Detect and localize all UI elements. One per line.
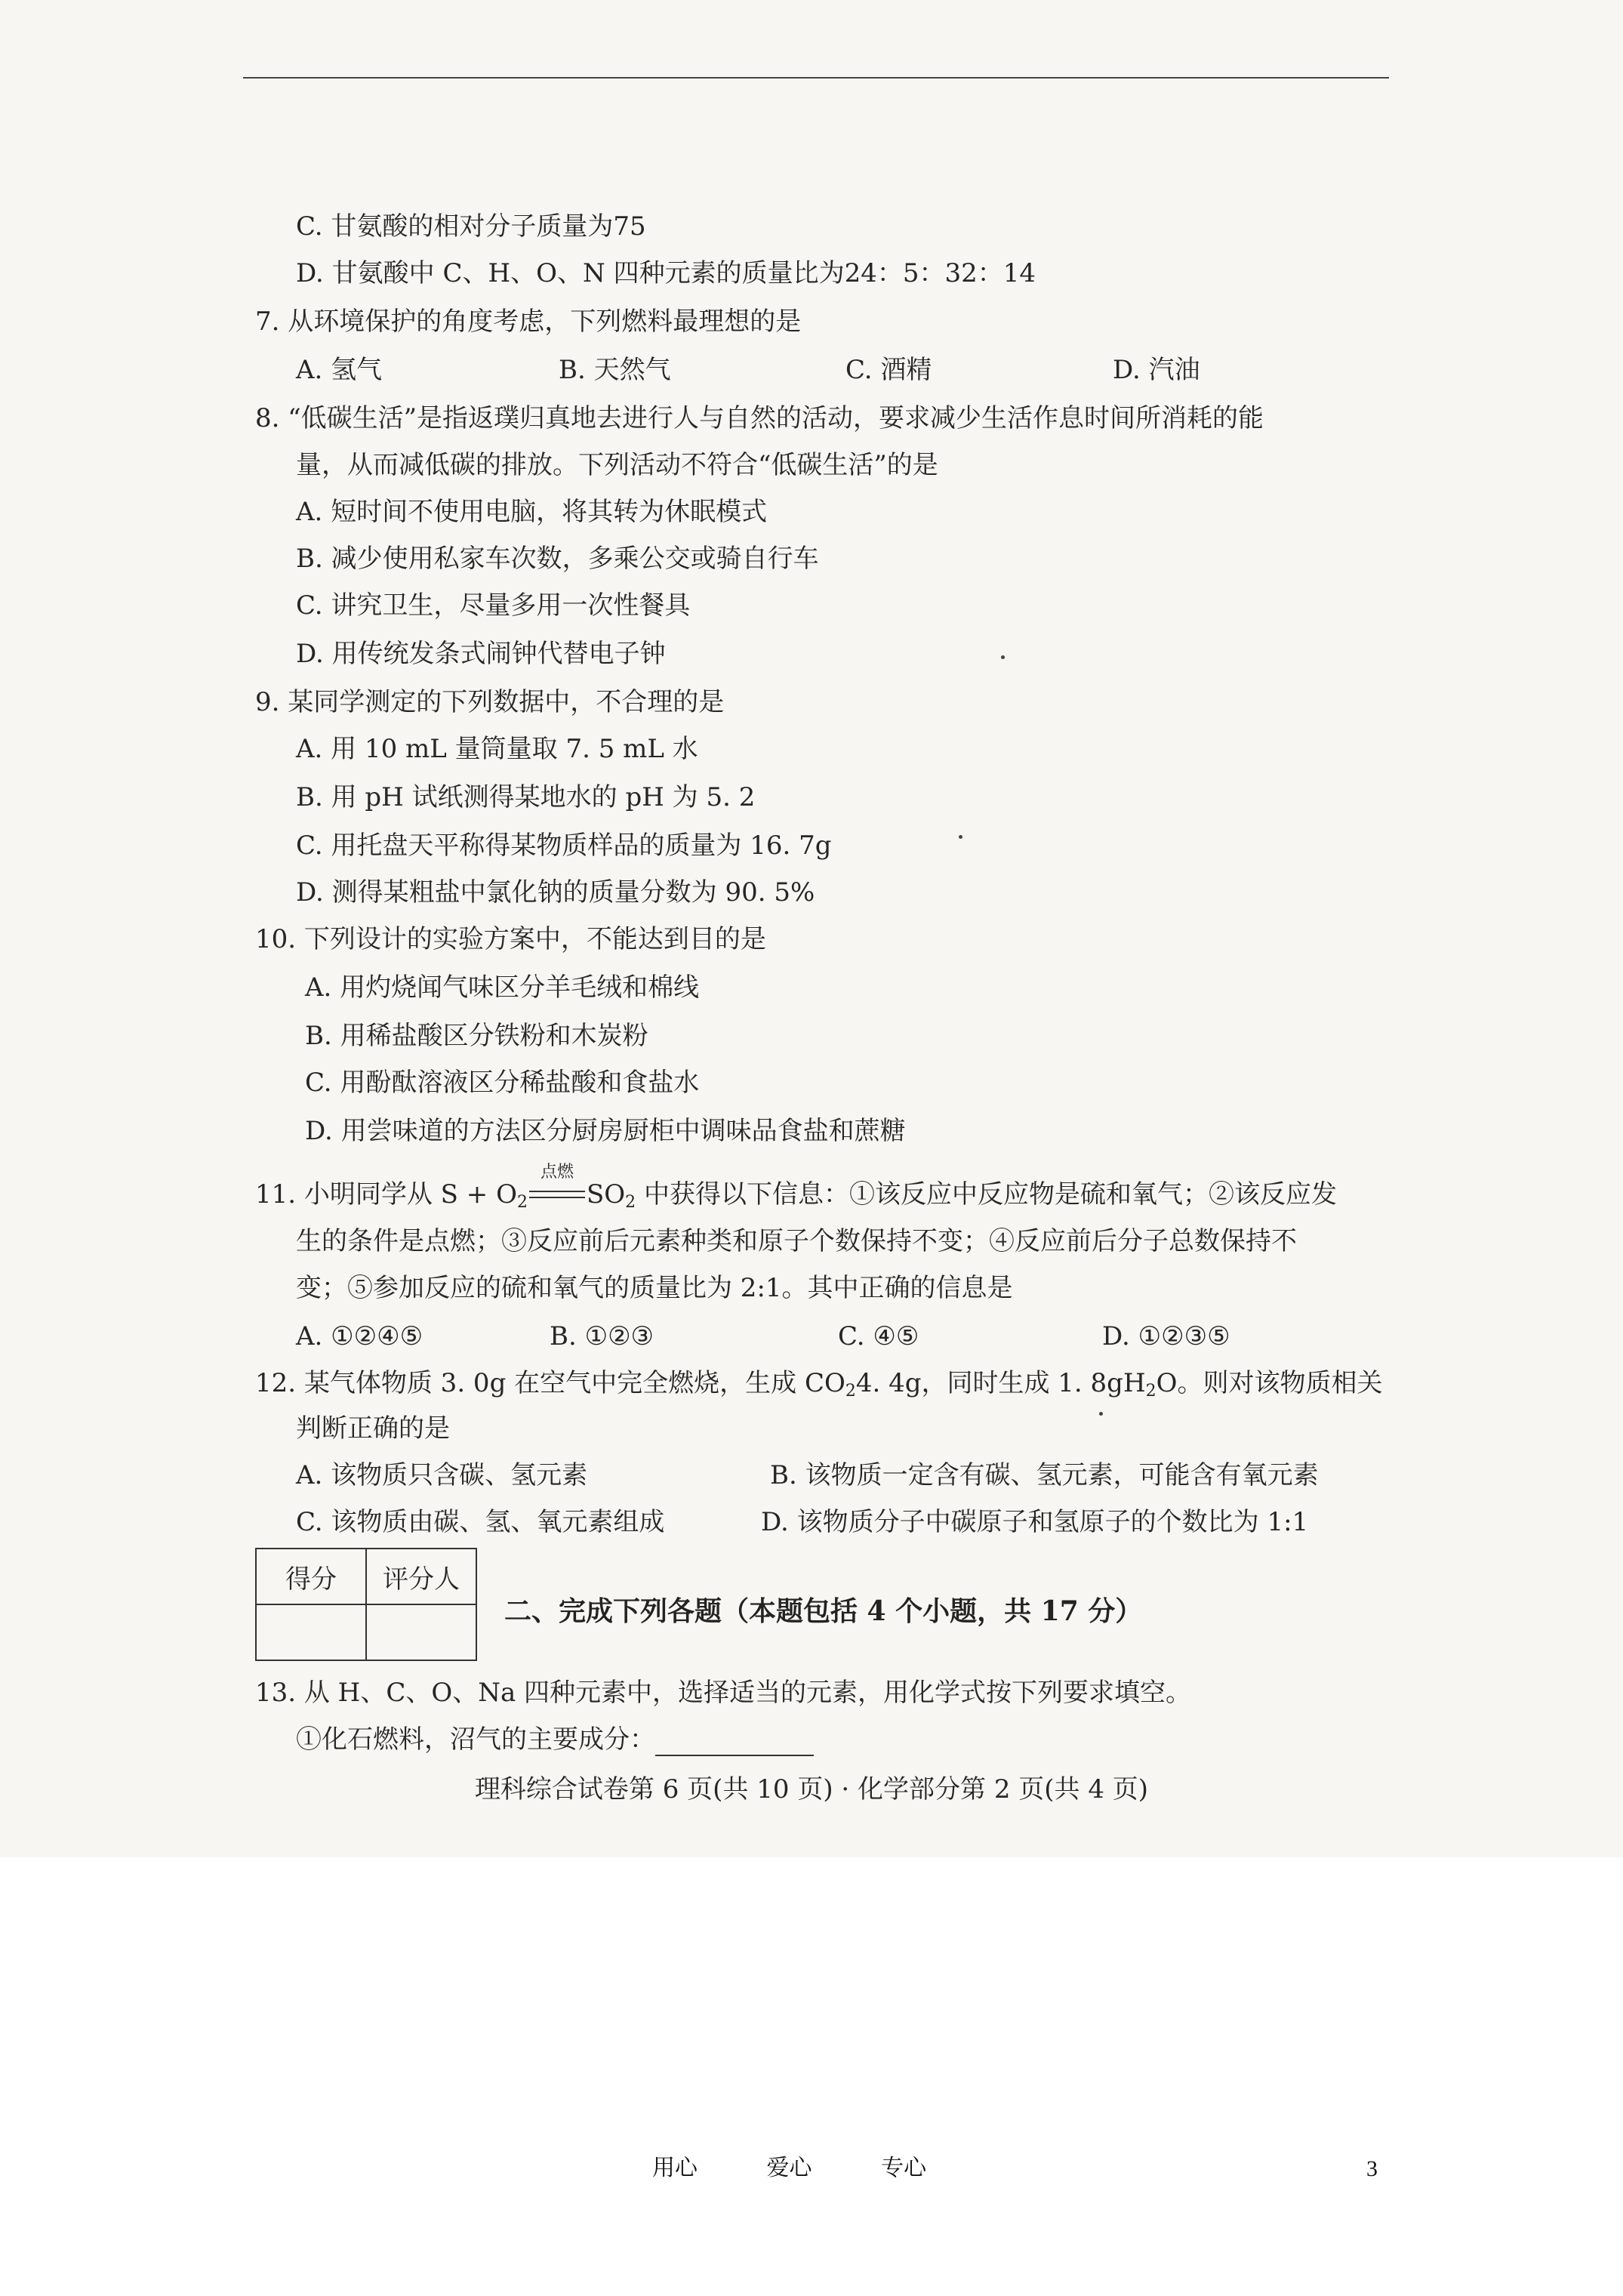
scan-speck (1001, 655, 1005, 659)
q8-option-d: D. 用传统发条式闹钟代替电子钟 (296, 639, 666, 669)
q11-stem-line3: 变；⑤参加反应的硫和氧气的质量比为 2:1。其中正确的信息是 (296, 1273, 1013, 1303)
q11-o2-subscript: 2 (516, 1193, 528, 1212)
q7-option-d: D. 汽油 (1113, 355, 1200, 385)
bottom-motto (652, 2153, 988, 2184)
q9-option-b: B. 用 pH 试纸测得某地水的 pH 为 5. 2 (296, 782, 756, 812)
score-cell (256, 1604, 366, 1660)
motto-word: 用心 (652, 2155, 698, 2181)
q11-stem-line2: 生的条件是点燃；③反应前后元素种类和原子个数保持不变；④反应前后分子总数保持不 (296, 1226, 1297, 1256)
score-table (255, 1548, 477, 1661)
q6-option-d: D. 甘氨酸中 C、H、O、N 四种元素的质量比为24：5：32：14 (296, 258, 1036, 288)
header-rule (243, 77, 1389, 79)
q10-option-a: A. 用灼烧闻气味区分羊毛绒和棉线 (305, 972, 700, 1003)
q11-option-d: D. ①②③⑤ (1102, 1321, 1230, 1351)
q12-option-a: A. 该物质只含碳、氢元素 (296, 1460, 588, 1490)
q11-stem-prefix: 11. 小明同学从 S + O (255, 1179, 517, 1210)
q13-item-1 (296, 1723, 814, 1756)
q12-option-d: D. 该物质分子中碳原子和氢原子的个数比为 1:1 (761, 1507, 1309, 1537)
q7-option-a: A. 氢气 (296, 355, 383, 385)
grader-label: 评分人 (366, 1549, 476, 1604)
q9-option-a: A. 用 10 mL 量筒量取 7. 5 mL 水 (296, 734, 698, 764)
q8-option-a: A. 短时间不使用电脑，将其转为休眠模式 (296, 497, 768, 527)
q7-option-b: B. 天然气 (559, 355, 671, 385)
page-footer: 理科综合试卷第 6 页(共 10 页) · 化学部分第 2 页(共 4 页) (474, 1774, 1149, 1804)
q9-option-c: C. 用托盘天平称得某物质样品的质量为 16. 7g (296, 831, 832, 861)
q7-stem: 7. 从环境保护的角度考虑，下列燃料最理想的是 (255, 307, 802, 337)
q12-option-c: C. 该物质由碳、氢、氧元素组成 (296, 1507, 665, 1537)
q12-stem-line1 (255, 1367, 1382, 1400)
scan-speck (1099, 1412, 1103, 1416)
q12-stem-part3: O。则对该物质相关 (1156, 1368, 1383, 1398)
q11-option-b: B. ①②③ (550, 1321, 654, 1351)
q13-item-1-text: ①化石燃料，沼气的主要成分： (296, 1724, 655, 1755)
q13-stem: 13. 从 H、C、O、Na 四种元素中，选择适当的元素，用化学式按下列要求填空。 (255, 1678, 1192, 1708)
q12-stem-part2: 4. 4g，同时生成 1. 8gH (855, 1368, 1146, 1398)
q9-stem: 9. 某同学测定的下列数据中，不合理的是 (255, 687, 725, 717)
q10-option-b: B. 用稀盐酸区分铁粉和木炭粉 (305, 1021, 648, 1051)
motto-word: 专心 (881, 2155, 927, 2181)
section-title: 二、完成下列各题（本题包括 4 个小题，共 17 分） (504, 1595, 1143, 1627)
page-number: 3 (1366, 2156, 1378, 2181)
q8-stem-line1: 8. “低碳生活”是指返璞归真地去进行人与自然的活动，要求减少生活作息时间所消耗的能 (255, 403, 1264, 433)
q11-stem-line1 (255, 1163, 1337, 1212)
q11-stem-suffix: 中获得以下信息：①该反应中反应物是硫和氧气；②该反应发 (636, 1179, 1337, 1210)
scan-speck (959, 835, 962, 839)
q7-option-c: C. 酒精 (845, 355, 932, 385)
q12-stem-line2: 判断正确的是 (296, 1413, 450, 1444)
q11-product: SO (586, 1179, 626, 1210)
q11-option-c: C. ④⑤ (838, 1321, 919, 1351)
q9-option-d: D. 测得某粗盐中氯化钠的质量分数为 90. 5% (296, 877, 815, 908)
q8-option-b: B. 减少使用私家车次数，多乘公交或骑自行车 (296, 544, 819, 574)
q11-option-a: A. ①②④⑤ (296, 1321, 423, 1351)
answer-blank[interactable] (655, 1732, 814, 1756)
motto-word: 爱心 (766, 2155, 812, 2181)
q8-stem-line2: 量，从而减低碳的排放。下列活动不符合“低碳生活”的是 (296, 450, 938, 480)
q12-h2o-subscript: 2 (1145, 1382, 1156, 1401)
q10-option-c: C. 用酚酞溶液区分稀盐酸和食盐水 (305, 1068, 700, 1098)
q11-product-subscript: 2 (625, 1193, 636, 1212)
grader-cell (366, 1604, 476, 1660)
reaction-arrow (529, 1163, 585, 1207)
reaction-condition: 点燃 (540, 1163, 574, 1182)
q12-stem-part1: 12. 某气体物质 3. 0g 在空气中完全燃烧，生成 CO (255, 1368, 845, 1398)
q10-stem: 10. 下列设计的实验方案中，不能达到目的是 (255, 924, 766, 954)
q12-option-b: B. 该物质一定含有碳、氢元素，可能含有氧元素 (770, 1460, 1319, 1490)
q8-option-c: C. 讲究卫生，尽量多用一次性餐具 (296, 590, 691, 621)
q10-option-d: D. 用尝味道的方法区分厨房厨柜中调味品食盐和蔗糖 (305, 1116, 906, 1146)
score-label: 得分 (256, 1549, 366, 1604)
q6-option-c: C. 甘氨酸的相对分子质量为75 (296, 211, 646, 242)
q12-co2-subscript: 2 (845, 1382, 856, 1401)
